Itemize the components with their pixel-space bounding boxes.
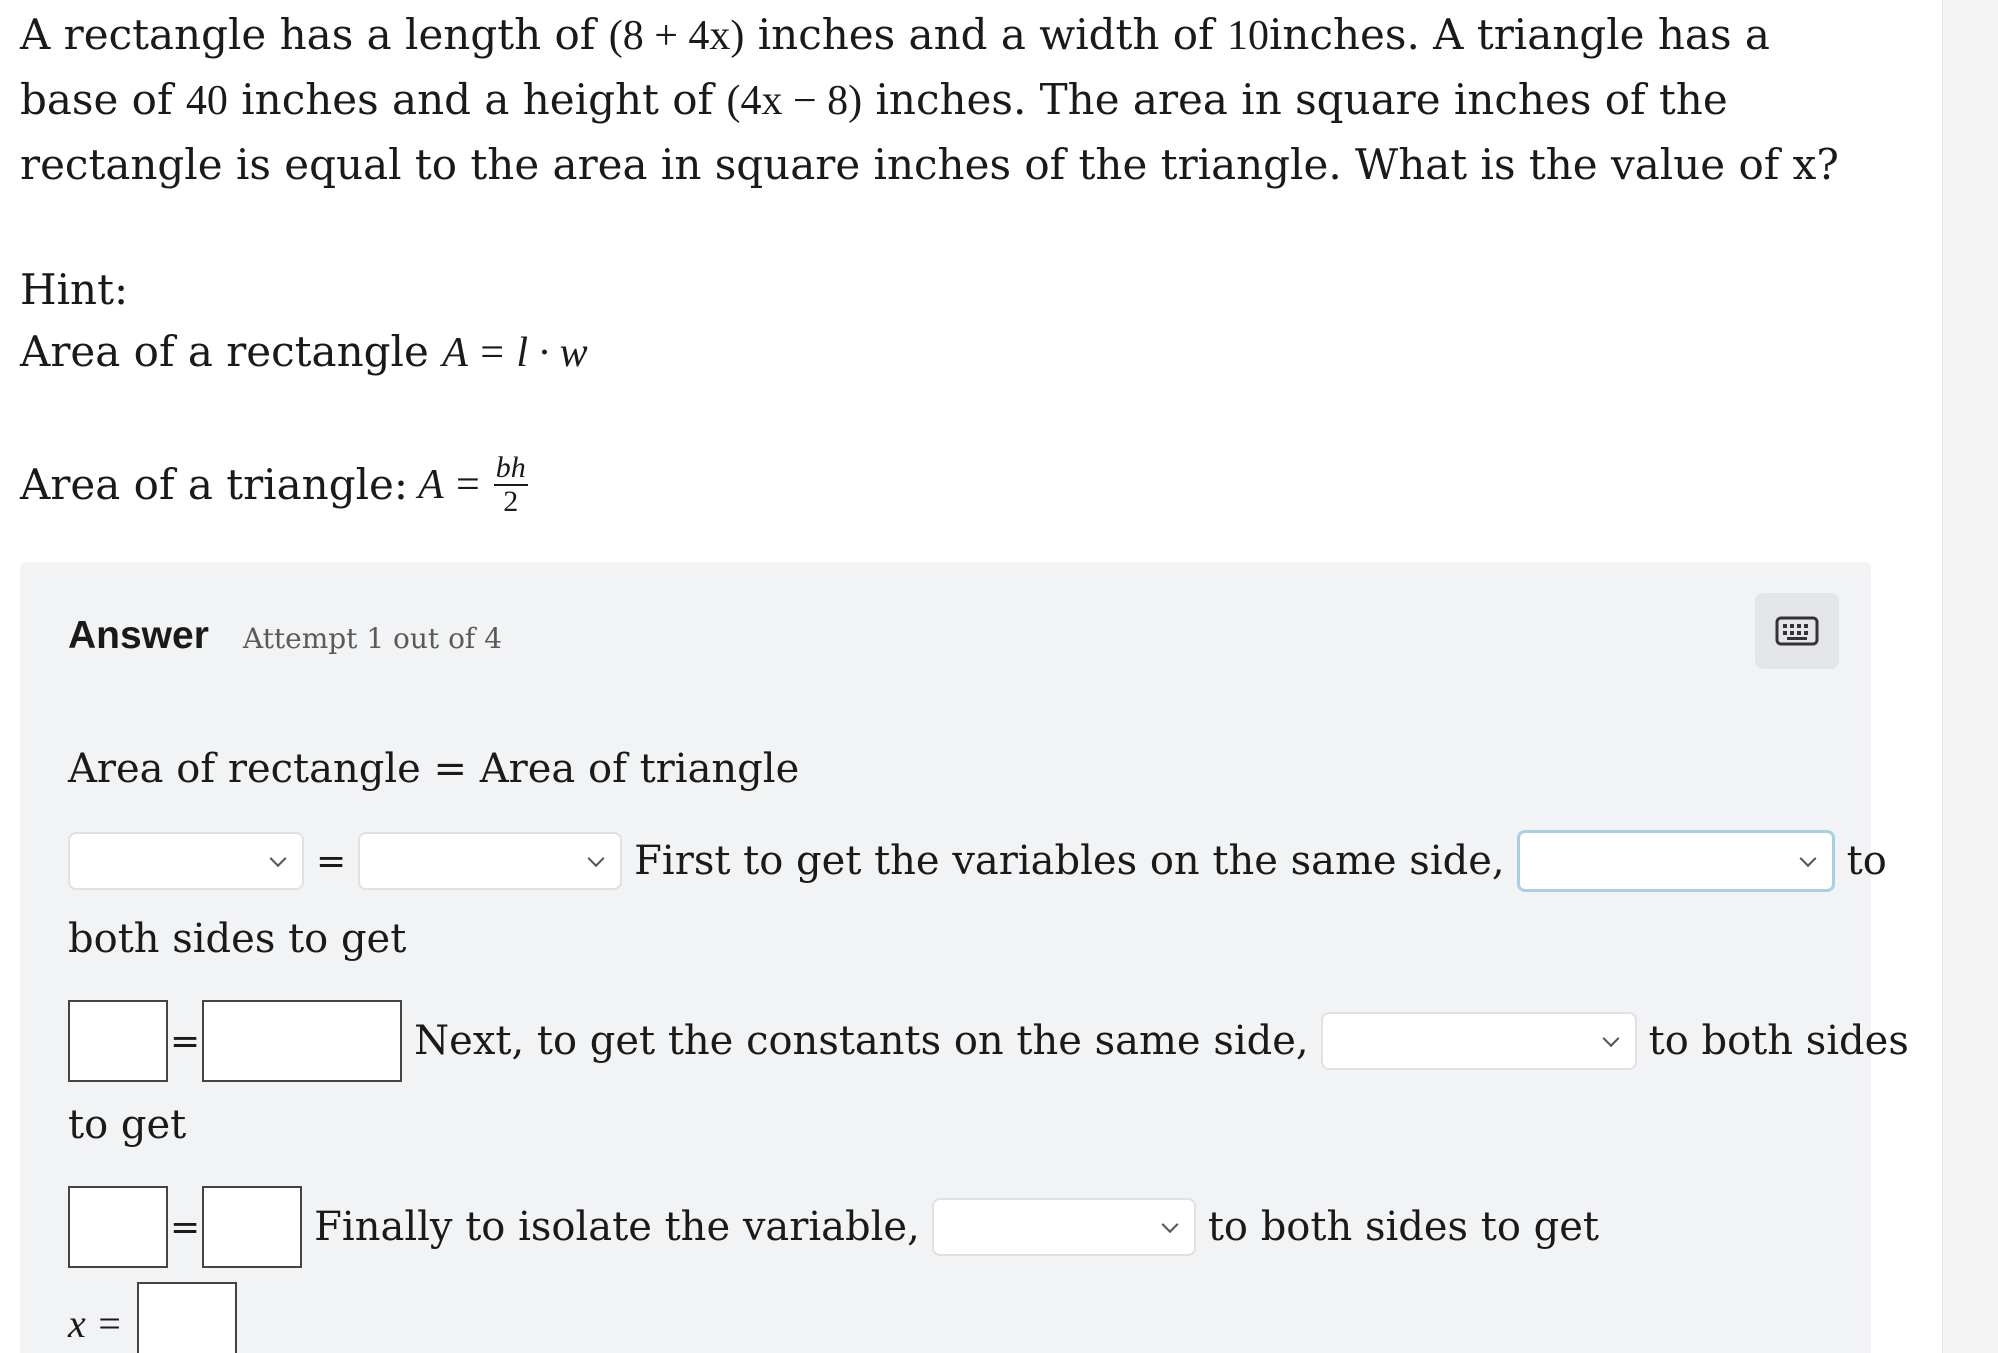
question-part: A rectangle has a length of: [20, 10, 609, 59]
rect-length-expression: (8 + 4x): [608, 13, 745, 59]
question-text: [20, 3, 1850, 196]
chevron-down-icon: [1602, 1030, 1619, 1047]
chevron-down-icon: [270, 850, 287, 867]
step2-continuation-text: to get: [68, 1102, 187, 1148]
step2-suffix: to both sides: [1648, 1018, 1909, 1064]
hint-rectangle-label: Area of a rectangle: [20, 327, 443, 376]
chevron-down-icon: [1799, 850, 1816, 867]
equals-sign: =: [170, 1206, 201, 1248]
step2-right-input[interactable]: [202, 1186, 302, 1268]
problem-content: [20, 0, 1865, 525]
final-x-label: x =: [68, 1300, 123, 1346]
hint-triangle-lhs: A =: [418, 462, 482, 508]
step3-row: [68, 1186, 1599, 1268]
final-x-input[interactable]: [137, 1282, 237, 1353]
answer-panel: [20, 562, 1909, 1353]
chevron-down-icon: [588, 850, 605, 867]
step2-row: [68, 1000, 1909, 1082]
step1-right-input[interactable]: [202, 1000, 402, 1082]
equals-sign: =: [316, 840, 347, 882]
step2-continuation: [68, 1102, 186, 1148]
hint-title: Hint:: [20, 265, 129, 314]
eq-left-dropdown[interactable]: [68, 832, 304, 890]
answer-label: Answer: [68, 614, 209, 657]
question-part: inches. The area in square inches of the rectangle is equal to the area in square inches of the triangle. What is the value of x?: [20, 75, 1839, 189]
hint-rectangle-formula: A = l · w: [442, 330, 588, 376]
step3-text: Finally to isolate the variable,: [314, 1204, 920, 1250]
rect-width-value: 10: [1227, 13, 1269, 59]
final-answer-row: [68, 1282, 237, 1353]
step2-text: Next, to get the constants on the same side,: [414, 1018, 1309, 1064]
fraction-numerator: bh: [495, 451, 526, 484]
question-part: inches and a height of: [227, 75, 727, 124]
hint-rectangle: [20, 322, 1865, 383]
answer-intro-text: Area of rectangle = Area of triangle: [68, 746, 800, 792]
tri-height-expression: (4x − 8): [726, 78, 863, 124]
step2-operation-dropdown[interactable]: [1321, 1012, 1637, 1070]
question-part: inches. A triangle has a base of: [20, 10, 1770, 124]
scrollbar-track[interactable]: [1942, 0, 1998, 1353]
step1-row: [68, 830, 1887, 892]
hint-triangle-label: Area of a triangle:: [20, 460, 409, 509]
step1-operation-dropdown[interactable]: [1517, 830, 1835, 892]
step1-suffix: to: [1846, 838, 1887, 884]
step2-left-input[interactable]: [68, 1186, 168, 1268]
step1-continuation: [68, 916, 406, 962]
step1-text: First to get the variables on the same side,: [634, 838, 1505, 884]
step1-left-input[interactable]: [68, 1000, 168, 1082]
keyboard-toggle-button[interactable]: [1755, 593, 1839, 669]
answer-header: [68, 614, 502, 658]
keyboard-icon: [1775, 616, 1819, 646]
question-part: inches and a width of: [744, 10, 1227, 59]
hint-triangle-fraction: [494, 452, 528, 518]
hint-triangle: [20, 445, 1865, 525]
step1-continuation-text: both sides to get: [68, 916, 407, 962]
equals-sign: =: [170, 1020, 201, 1062]
answer-intro: [68, 746, 799, 792]
eq-right-dropdown[interactable]: [358, 832, 622, 890]
step3-operation-dropdown[interactable]: [932, 1198, 1196, 1256]
step3-suffix: to both sides to get: [1207, 1204, 1599, 1250]
attempt-counter: Attempt 1 out of 4: [242, 622, 503, 655]
tri-base-value: 40: [185, 78, 228, 124]
chevron-down-icon: [1161, 1216, 1178, 1233]
fraction-denominator: 2: [503, 485, 519, 518]
